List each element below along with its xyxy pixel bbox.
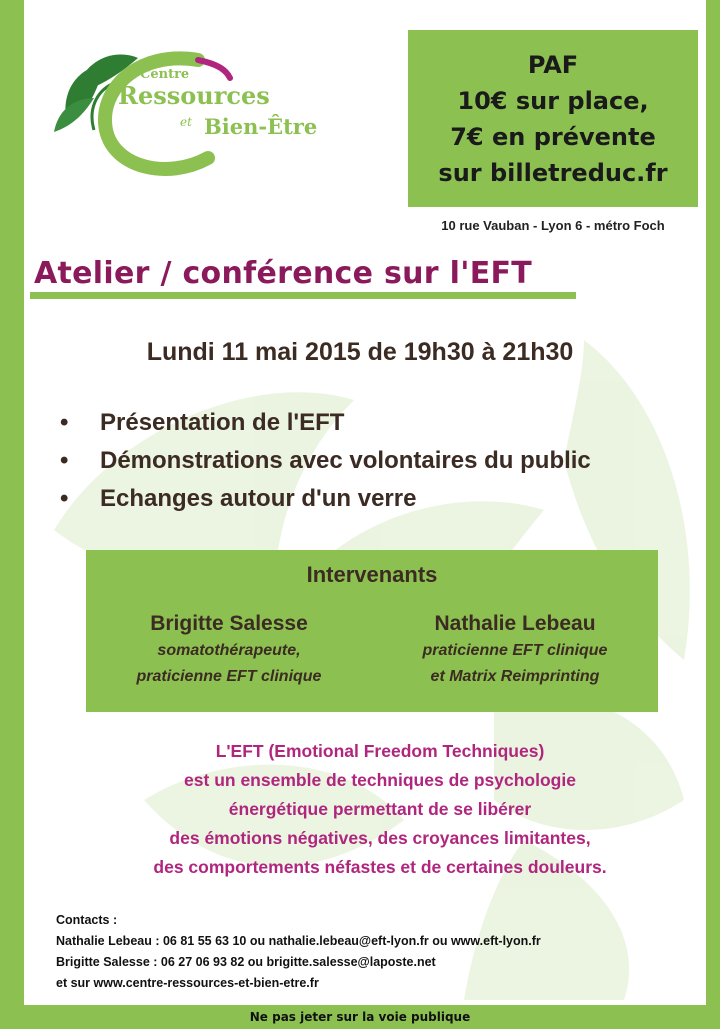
price-line-4: sur billetreduc.fr: [438, 158, 668, 187]
page-title: Atelier / conférence sur l'EFT: [34, 256, 533, 291]
logo-line3: et: [180, 115, 192, 129]
price-line-2: 10€ sur place,: [457, 86, 649, 115]
speaker-role: somatothérapeute,: [157, 642, 301, 659]
logo-line1: Centre: [140, 67, 190, 82]
contacts-label: Contacts :: [56, 913, 118, 927]
contact-line: Brigitte Salesse : 06 27 06 93 82 ou brigitte.salesse@laposte.net: [56, 955, 436, 969]
bullet-icon: •: [60, 447, 69, 474]
footer-text: Ne pas jeter sur la voie publique: [249, 1010, 471, 1024]
logo-line4: Bien-Être: [204, 114, 318, 139]
program-item-label: Démonstrations avec volontaires du public: [100, 447, 591, 474]
speakers-title: Intervenants: [306, 562, 438, 587]
speaker-left: [86, 610, 372, 690]
speaker-name: Nathalie Lebeau: [434, 612, 596, 635]
program-list: [60, 404, 591, 518]
footer-bar: [0, 1005, 720, 1029]
description-line: L'EFT (Emotional Freedom Techniques): [215, 741, 545, 761]
contacts: [56, 910, 541, 994]
speaker-name: Brigitte Salesse: [150, 612, 308, 635]
description-line: des comportements néfastes et de certaines douleurs.: [153, 857, 607, 877]
list-item: [60, 404, 591, 442]
logo-line2: Ressources: [118, 81, 270, 110]
bullet-icon: •: [60, 485, 69, 512]
description-line: est un ensemble de techniques de psychologie: [184, 770, 576, 790]
price-line-3: 7€ en prévente: [450, 122, 656, 151]
speaker-right: [372, 610, 658, 690]
bullet-icon: •: [60, 409, 69, 436]
speaker-role: praticienne EFT clinique: [422, 642, 608, 659]
title-underline: [30, 292, 576, 299]
contact-line: Nathalie Lebeau : 06 81 55 63 10 ou nathalie.lebeau@eft-lyon.fr ou www.eft-lyon.fr: [56, 934, 541, 948]
price-box: [408, 30, 698, 207]
eft-description: [0, 737, 720, 882]
speaker-role: praticienne EFT clinique: [136, 668, 322, 685]
event-date: Lundi 11 mai 2015 de 19h30 à 21h30: [146, 338, 574, 366]
speaker-role: et Matrix Reimprinting: [430, 668, 600, 685]
description-line: énergétique permettant de se libérer: [228, 799, 532, 819]
speakers-box: [86, 550, 658, 712]
contact-line: et sur www.centre-ressources-et-bien-etre.fr: [56, 976, 319, 990]
list-item: [60, 480, 591, 518]
centre-logo: [48, 40, 348, 180]
list-item: [60, 442, 591, 480]
program-item-label: Présentation de l'EFT: [100, 409, 345, 436]
description-line: des émotions négatives, des croyances limitantes,: [169, 828, 591, 848]
address: 10 rue Vauban - Lyon 6 - métro Foch: [441, 218, 665, 233]
price-line-1: PAF: [527, 50, 579, 79]
program-item-label: Echanges autour d'un verre: [100, 485, 417, 512]
